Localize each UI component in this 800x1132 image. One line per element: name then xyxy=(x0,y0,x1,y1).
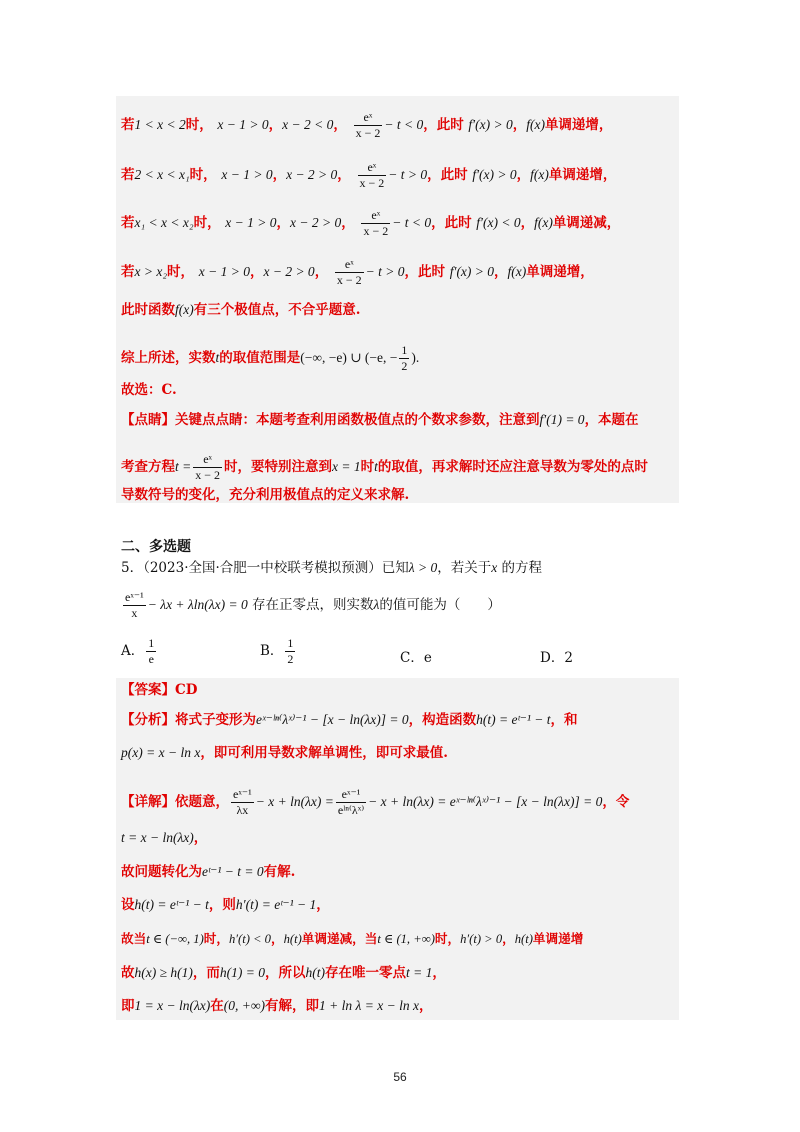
question-line-1: 5．（2023·全国·合肥一中校联考模拟预测）已知λ > 0，若关于x 的方程 xyxy=(121,560,543,576)
detail-line-1: 【详解】依题意， $\frac{\text{eˣ⁻¹}}{\lambda x}$ − x + ln(λx) = $\frac{\text{eˣ⁻¹}}{\text{eˡⁿ⁽λˣ⁾}}$ − x + ln(λx) = eˣ⁻ˡⁿ⁽λˣ⁾⁻¹ − [x − ln(λx)] = 0，令 xyxy=(121,787,630,817)
choice-line: 故选：C. xyxy=(121,382,177,398)
no-fit-line: 此时函数f(x)有三个极值点，不合乎题意. xyxy=(121,302,361,318)
case-row-4: 若x > x₂时， x − 1 > 0，x − 2 > 0， $\frac{\text{eˣ}}{x - 2}$ − t > 0，此时 f′(x) > 0，f(x)单调递增， xyxy=(121,257,594,287)
page-number: 56 xyxy=(393,1070,407,1084)
tip-line-3: 导数符号的变化，充分利用极值点的定义来求解. xyxy=(121,487,410,503)
question-line-2: $\frac{\text{eˣ⁻¹}}{x}$ − λx + λln(λx) = 0 存在正零点，则实数λ的值可能为（ ） xyxy=(125,590,501,620)
case-row-3: 若x₁ < x < x₂时， x − 1 > 0，x − 2 > 0， $\frac{\text{eˣ}}{x - 2}$ − t < 0，此时 f′(x) < 0，f(x)单调递减， xyxy=(121,208,621,238)
detail-line-4: 设h(t) = eᵗ⁻¹ − t，则h′(t) = eᵗ⁻¹ − 1， xyxy=(121,897,330,913)
section-heading: 二、多选题 xyxy=(121,539,191,555)
analysis-line-2: p(x) = x − ln x，即可利用导数求解单调性，即可求最值. xyxy=(121,745,449,761)
option-d: D．2 xyxy=(540,650,573,666)
tip-line-2: 考查方程t = $\frac{\text{eˣ}}{x - 2}$ 时，要特别注意到x = 1时t的取值，再求解时还应注意导数为零处的点时 xyxy=(121,452,648,482)
detail-line-3: 故问题转化为eᵗ⁻¹ − t = 0有解. xyxy=(121,864,296,880)
case-row-2: 若2 < x < x₁时， x − 1 > 0，x − 2 > 0， $\frac{\text{eˣ}}{x - 2}$ − t > 0，此时 f′(x) > 0，f(x)单调递增， xyxy=(121,160,617,190)
option-a: A． $\frac{1}{e}$ xyxy=(121,636,155,666)
option-c: C．e xyxy=(400,650,432,666)
case-row-1: 若1 < x < 2时， x − 1 > 0，x − 2 < 0， $\frac{\text{eˣ}}{x - 2}$ − t < 0，此时 f′(x) > 0，f(x)单调递增， xyxy=(121,110,613,140)
detail-line-6: 故h(x) ≥ h(1)，而h(1) = 0，所以h(t)存在唯一零点t = 1， xyxy=(121,965,446,981)
detail-line-2: t = x − ln(λx)， xyxy=(121,830,208,846)
tip-line-1: 【点睛】关键点点睛：本题考查利用函数极值点的个数求参数，注意到f′(1) = 0，本题在 xyxy=(121,412,639,428)
detail-line-7: 即1 = x − ln(λx)在(0, +∞)有解，即1 + ln λ = x − ln x， xyxy=(121,998,433,1014)
answer-line: 【答案】CD xyxy=(121,682,198,698)
detail-line-5: 故当t ∈ (−∞, 1)时，h′(t) < 0，h(t)单调递减，当t ∈ (1, +∞)时，h′(t) > 0，h(t)单调递增 xyxy=(121,931,584,946)
range-line: 综上所述，实数t的取值范围是(−∞, −e) ∪ (−e, − $\frac{1}{2}$ ). xyxy=(121,343,420,373)
analysis-line-1: 【分析】将式子变形为eˣ⁻ˡⁿ⁽λˣ⁾⁻¹ − [x − ln(λx)] = 0，构造函数h(t) = eᵗ⁻¹ − t，和 xyxy=(121,712,578,728)
option-b: B． $\frac{1}{2}$ xyxy=(260,636,294,666)
